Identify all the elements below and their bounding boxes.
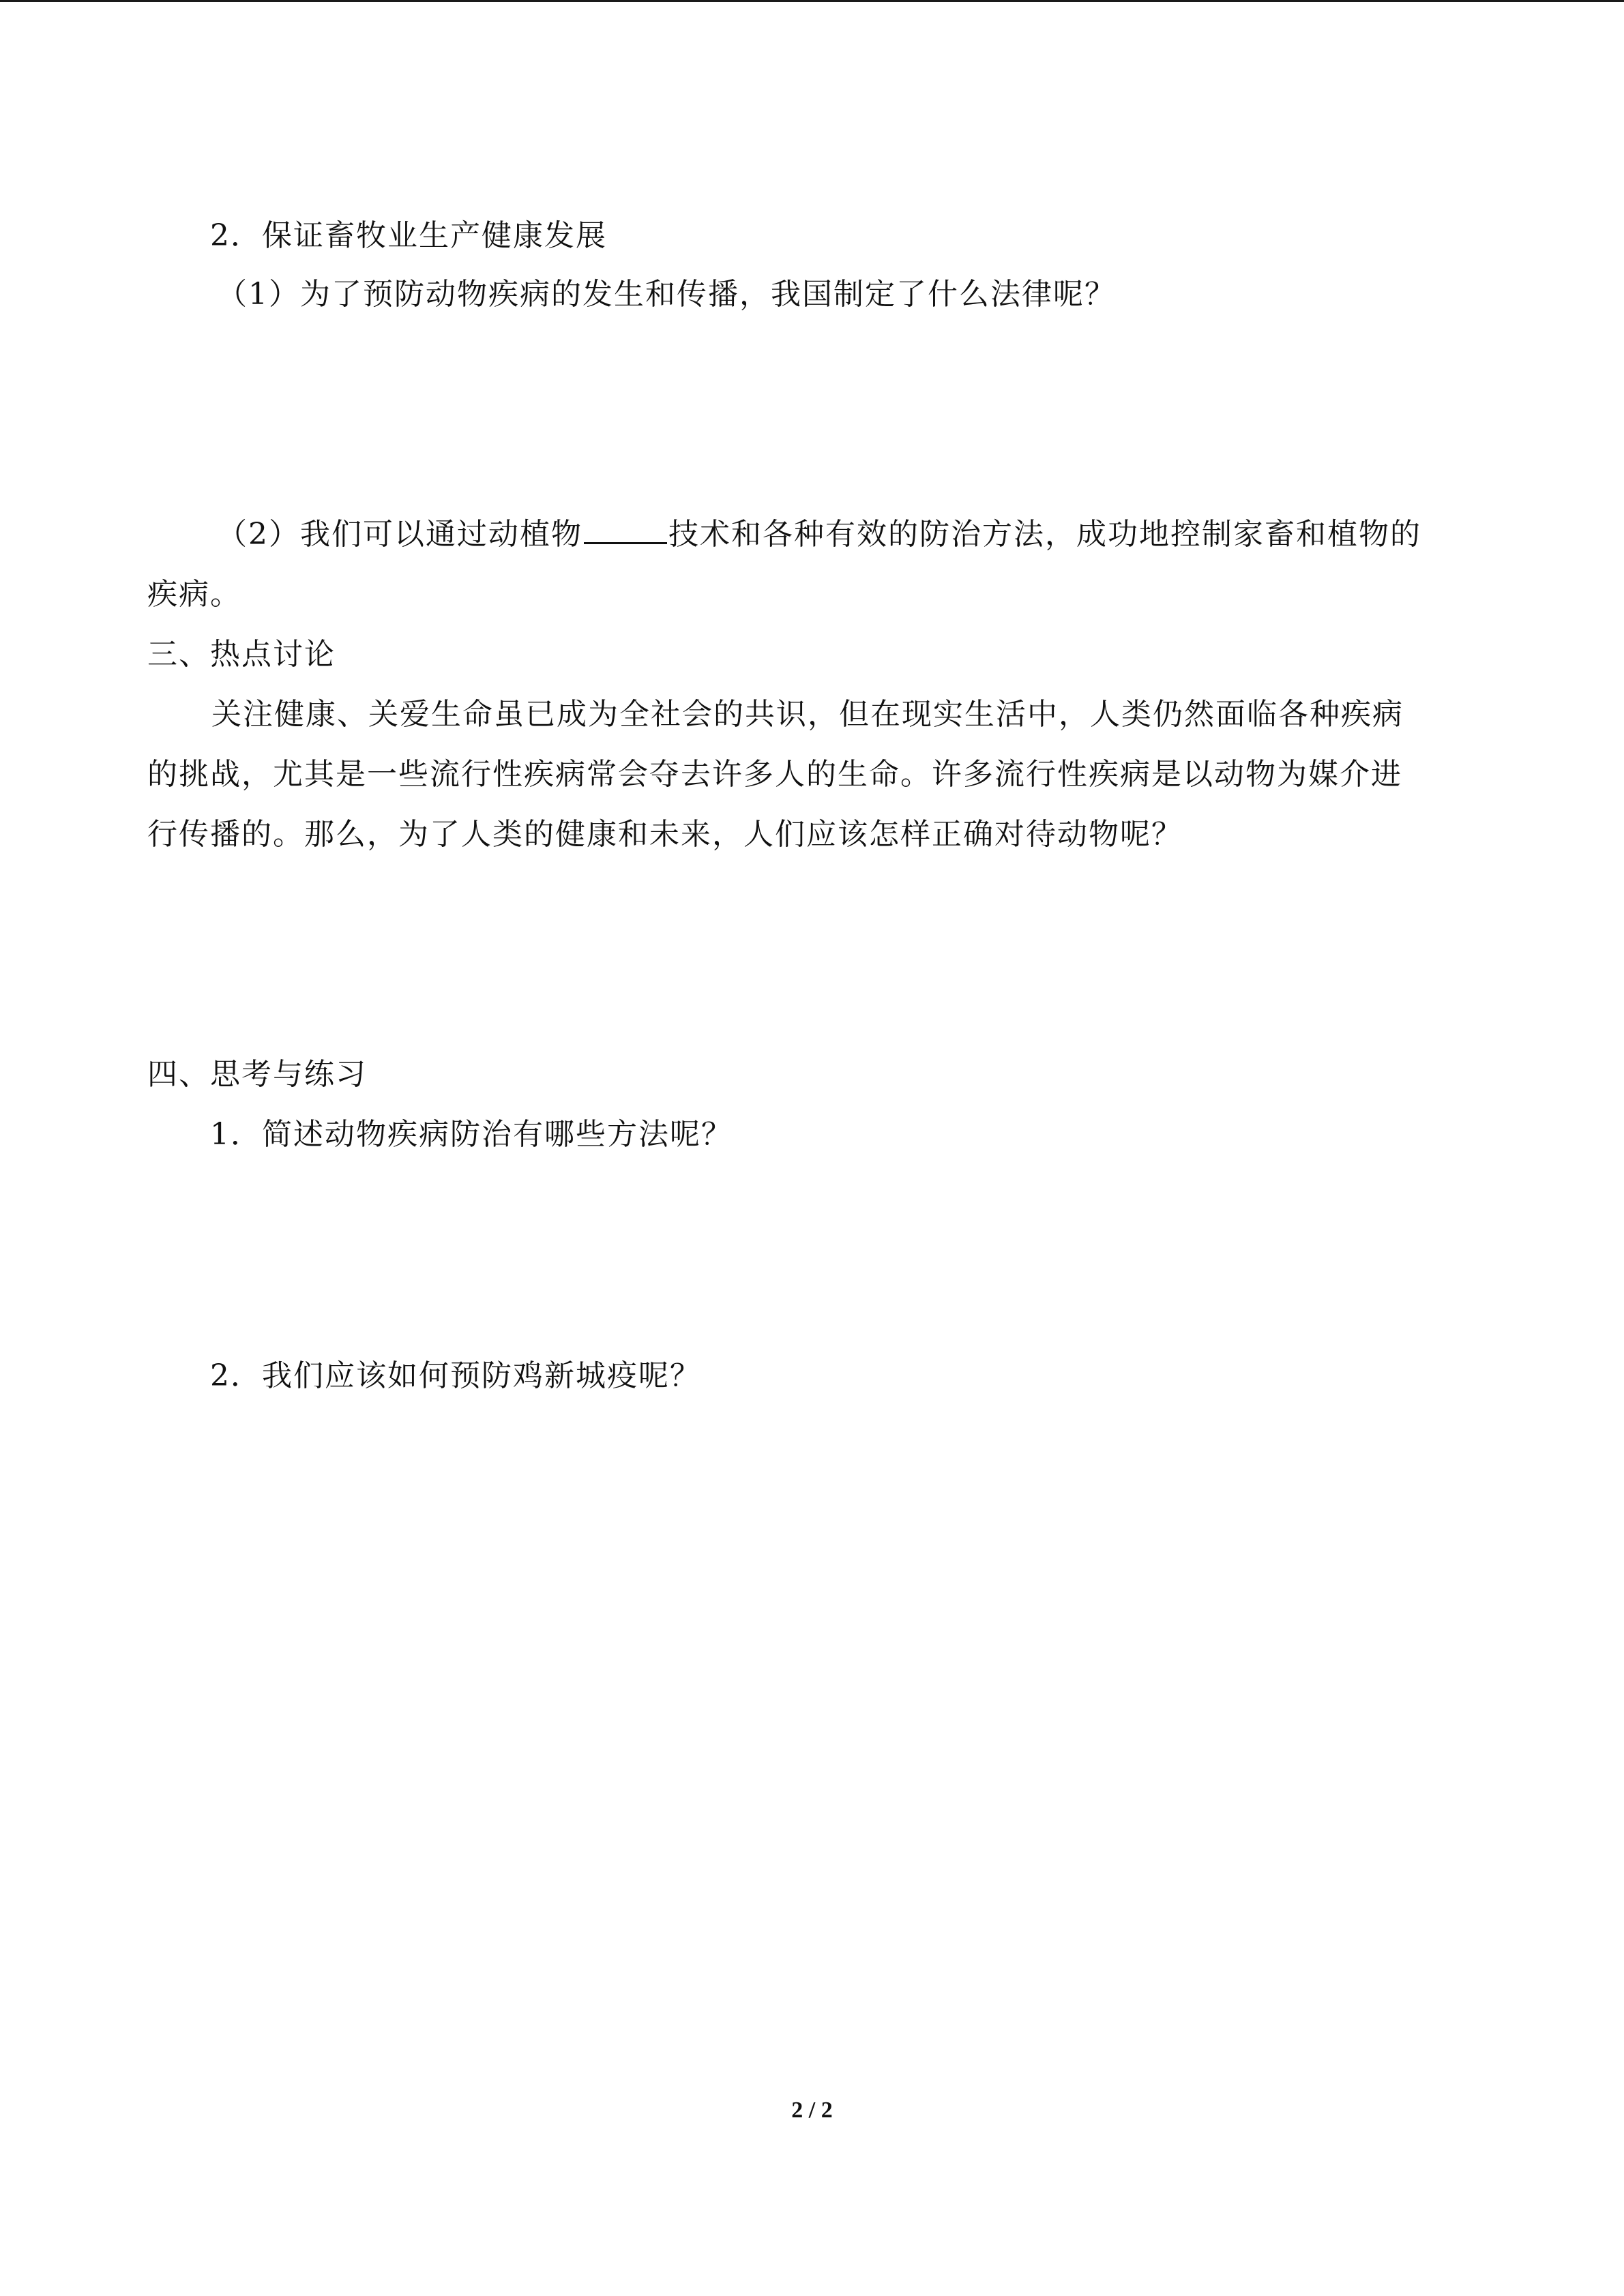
section-3-heading: 三、热点讨论 bbox=[147, 637, 336, 672]
top-border-line bbox=[0, 0, 1624, 2]
question-2-text-after-blank: 技术和各种有效的防治方法，成功地控制家畜和植物的 bbox=[668, 517, 1421, 552]
fill-in-blank[interactable] bbox=[584, 539, 667, 544]
question-2-line-2: 疾病。 bbox=[147, 577, 241, 612]
exercise-question-1: 1．简述动物疾病防治有哪些方法呢？ bbox=[210, 1117, 733, 1152]
question-2-text-before-blank: （2）我们可以通过动植物 bbox=[217, 517, 582, 552]
exercise-question-2: 2．我们应该如何预防鸡新城疫呢？ bbox=[210, 1358, 701, 1393]
discussion-paragraph-line-1: 关注健康、关爱生命虽已成为全社会的共识，但在现实生活中，人类仍然面临各种疾病 bbox=[211, 697, 1404, 732]
section-4-heading: 四、思考与练习 bbox=[147, 1057, 367, 1092]
discussion-paragraph-line-2: 的挑战，尤其是一些流行性疾病常会夺去许多人的生命。许多流行性疾病是以动物为媒介进 bbox=[147, 757, 1402, 792]
page-number: 2 / 2 bbox=[791, 2098, 833, 2123]
question-1-law: （1）为了预防动物疾病的发生和传播，我国制定了什么法律呢？ bbox=[217, 277, 1116, 312]
item2-heading: 2．保证畜牧业生产健康发展 bbox=[210, 218, 607, 253]
question-2-fill-blank bbox=[217, 516, 1421, 554]
discussion-paragraph-line-3: 行传播的。那么，为了人类的健康和未来，人们应该怎样正确对待动物呢？ bbox=[147, 817, 1183, 852]
